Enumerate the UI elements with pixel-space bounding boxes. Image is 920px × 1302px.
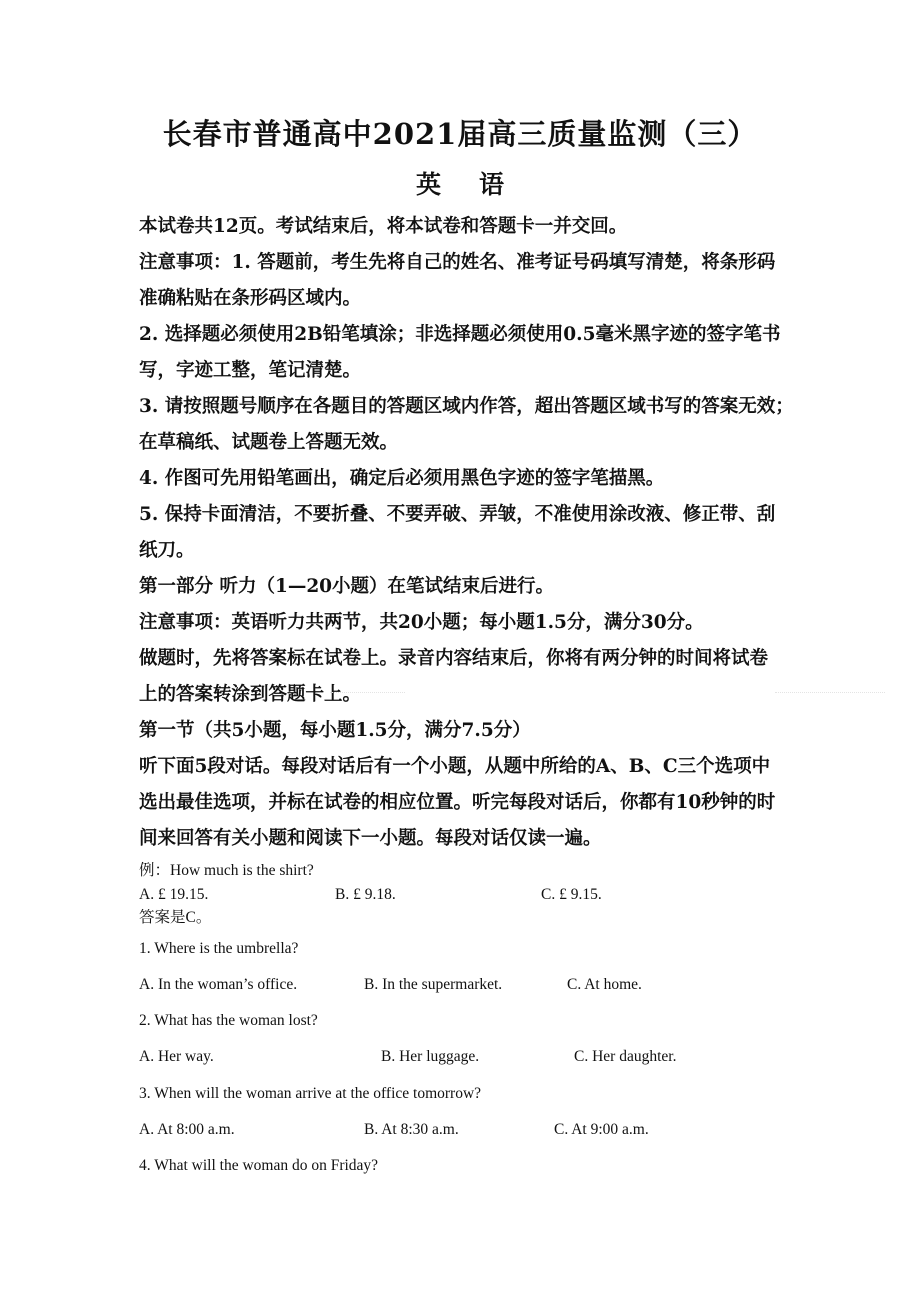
directions-line: 选出最佳选项，并标在试卷的相应位置。听完每段对话后，你都有10秒钟的时 xyxy=(139,792,776,813)
part-heading: 第一部分 听力（1—20小题）在笔试结束后进行。 xyxy=(139,576,555,597)
option-c: C. At home. xyxy=(567,976,642,993)
question-text: 2. What has the woman lost? xyxy=(139,1012,318,1029)
example-option-a: A. £ 19.15. xyxy=(139,886,209,903)
page-title: 长春市普通高中2021届高三质量监测（三） xyxy=(162,117,758,151)
option-b: B. Her luggage. xyxy=(381,1048,480,1065)
instruction-line: 纸刀。 xyxy=(139,540,195,561)
question-text: 1. Where is the umbrella? xyxy=(139,940,299,957)
option-c: C. At 9:00 a.m. xyxy=(554,1121,649,1138)
option-b: B. In the supermarket. xyxy=(364,976,503,993)
option-b: B. At 8:30 a.m. xyxy=(364,1121,459,1138)
instruction-line: 写，字迹工整，笔记清楚。 xyxy=(139,360,362,381)
instruction-line: 注意事项：1. 答题前，考生先将自己的姓名、准考证号码填写清楚，将条形码 xyxy=(139,252,776,273)
option-c: C. Her daughter. xyxy=(574,1048,677,1065)
question-text: 4. What will the woman do on Friday? xyxy=(139,1157,379,1174)
example-question: 例：How much is the shirt? xyxy=(139,862,314,879)
example-option-c: C. £ 9.15. xyxy=(541,886,602,903)
part-note: 做题时，先将答案标在试卷上。录音内容结束后，你将有两分钟的时间将试卷 xyxy=(139,648,769,669)
example-option-b: B. £ 9.18. xyxy=(335,886,396,903)
example-answer: 答案是C。 xyxy=(139,909,212,926)
instruction-line: 2. 选择题必须使用2B铅笔填涂；非选择题必须使用0.5毫米黑字迹的签字笔书 xyxy=(139,324,781,345)
instruction-line: 在草稿纸、试题卷上答题无效。 xyxy=(139,432,399,453)
option-a: A. Her way. xyxy=(139,1048,214,1065)
instruction-line: 准确粘贴在条形码区域内。 xyxy=(139,288,362,309)
directions-line: 间来回答有关小题和阅读下一小题。每段对话仅读一遍。 xyxy=(139,828,602,849)
section-heading: 第一节（共5小题，每小题1.5分，满分7.5分） xyxy=(139,720,531,741)
subject-title: 英语 xyxy=(415,170,542,199)
instruction-line: 4. 作图可先用铅笔画出，确定后必须用黑色字迹的签字笔描黑。 xyxy=(139,468,665,489)
faint-divider xyxy=(330,692,405,693)
instruction-line: 3. 请按照题号顺序在各题目的答题区域内作答，超出答题区域书写的答案无效； xyxy=(139,396,794,417)
instruction-line: 本试卷共12页。考试结束后，将本试卷和答题卡一并交回。 xyxy=(139,216,628,237)
question-text: 3. When will the woman arrive at the office tomorrow? xyxy=(139,1085,482,1102)
option-a: A. In the woman’s office. xyxy=(139,976,298,993)
part-note: 注意事项：英语听力共两节，共20小题；每小题1.5分，满分30分。 xyxy=(139,612,704,633)
option-a: A. At 8:00 a.m. xyxy=(139,1121,235,1138)
part-note: 上的答案转涂到答题卡上。 xyxy=(139,684,362,705)
faint-divider xyxy=(775,692,885,693)
directions-line: 听下面5段对话。每段对话后有一个小题，从题中所给的A、B、C三个选项中 xyxy=(139,756,771,777)
instruction-line: 5. 保持卡面清洁，不要折叠、不要弄破、弄皱，不准使用涂改液、修正带、刮 xyxy=(139,504,776,525)
